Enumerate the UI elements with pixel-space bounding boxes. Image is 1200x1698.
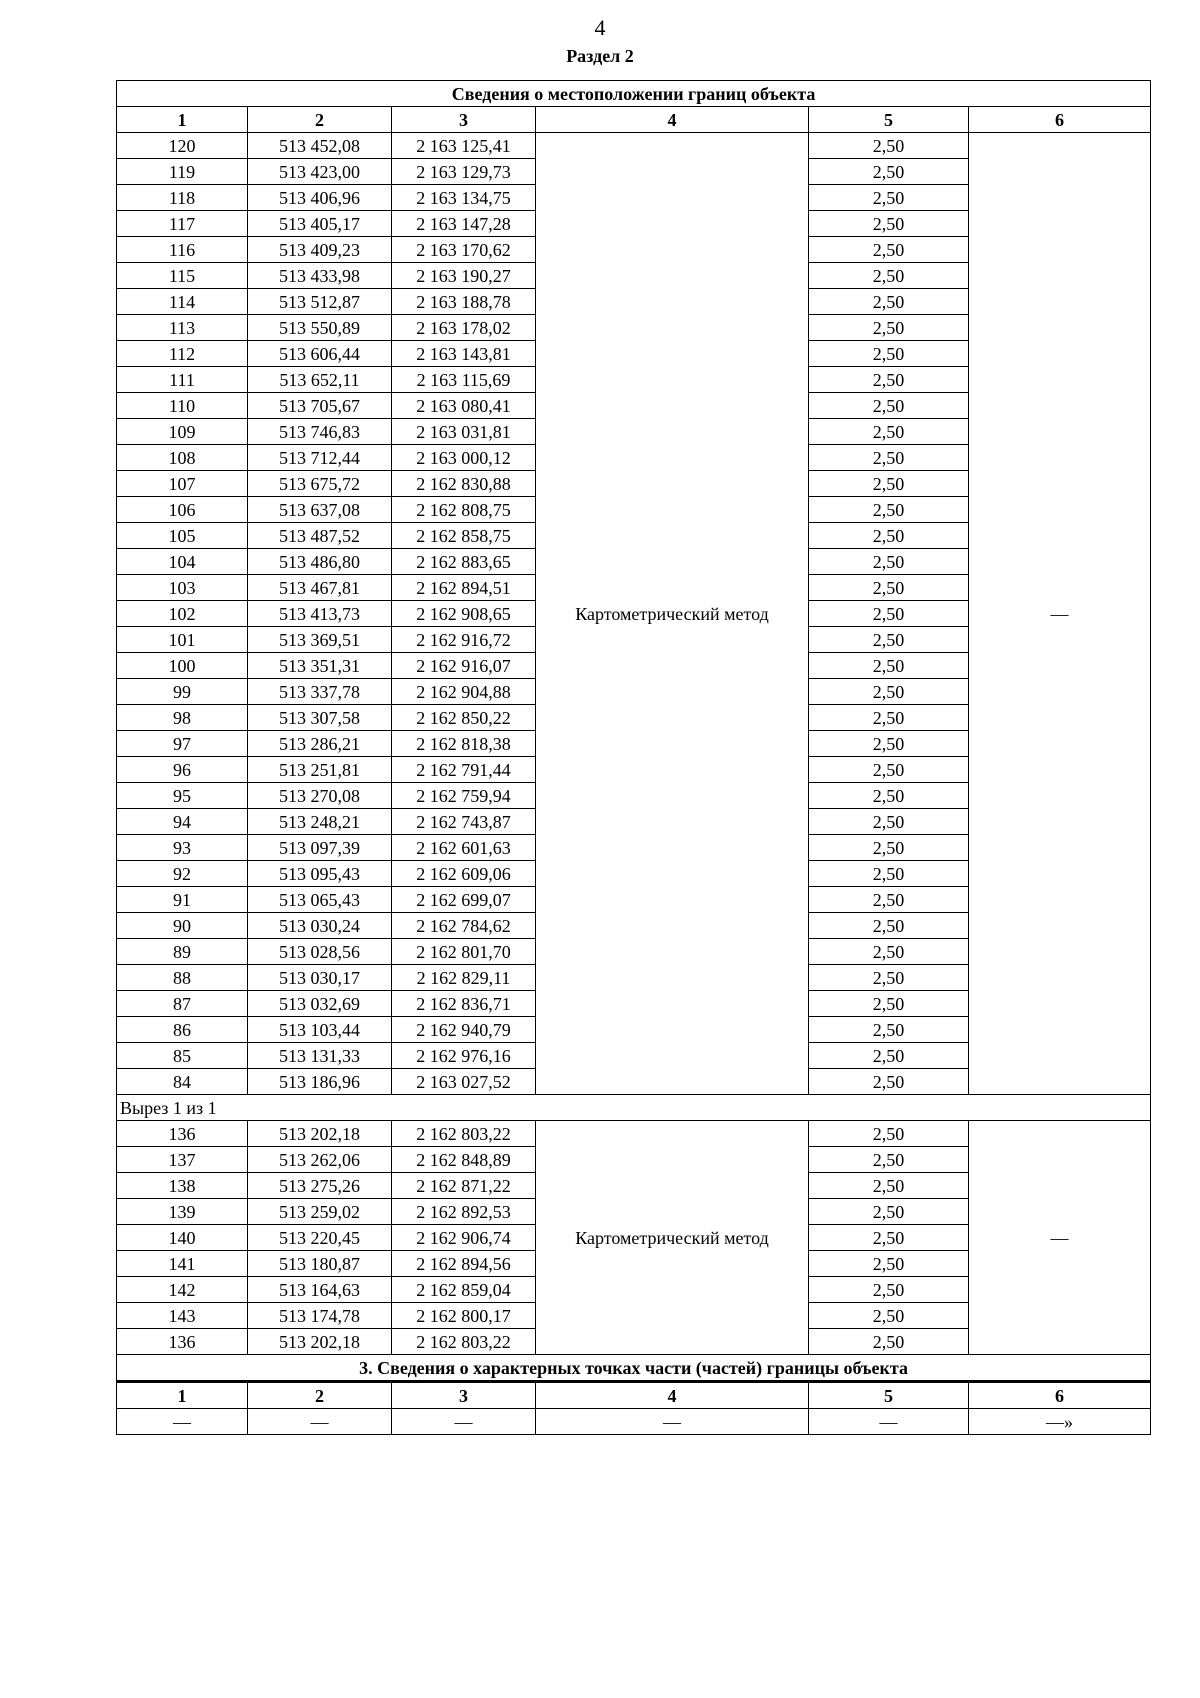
section3-column-number-row (117, 1382, 1151, 1409)
point-number-cell: 87 (117, 991, 248, 1017)
precision-cell: 2,50 (809, 991, 969, 1017)
precision-cell: 2,50 (809, 419, 969, 445)
table-row (117, 1121, 1151, 1147)
x-coordinate-cell: 513 606,44 (248, 341, 392, 367)
x-coordinate-cell: 513 174,78 (248, 1303, 392, 1329)
column-number: 2 (248, 1382, 392, 1409)
point-number-cell: 99 (117, 679, 248, 705)
precision-cell: 2,50 (809, 159, 969, 185)
y-coordinate-cell: 2 163 147,28 (392, 211, 536, 237)
precision-cell: 2,50 (809, 757, 969, 783)
point-number-cell: 94 (117, 809, 248, 835)
x-coordinate-cell: 513 030,24 (248, 913, 392, 939)
y-coordinate-cell: 2 163 170,62 (392, 237, 536, 263)
y-coordinate-cell: 2 162 759,94 (392, 783, 536, 809)
y-coordinate-cell: 2 162 871,22 (392, 1173, 536, 1199)
x-coordinate-cell: 513 275,26 (248, 1173, 392, 1199)
precision-cell: 2,50 (809, 965, 969, 991)
precision-cell: 2,50 (809, 211, 969, 237)
precision-cell: 2,50 (809, 913, 969, 939)
y-coordinate-cell: 2 162 743,87 (392, 809, 536, 835)
precision-cell: 2,50 (809, 1225, 969, 1251)
point-number-cell: 119 (117, 159, 248, 185)
point-number-cell: 143 (117, 1303, 248, 1329)
y-coordinate-cell: 2 162 818,38 (392, 731, 536, 757)
point-number-cell: 138 (117, 1173, 248, 1199)
precision-cell: 2,50 (809, 861, 969, 887)
point-number-cell: 85 (117, 1043, 248, 1069)
precision-cell: 2,50 (809, 497, 969, 523)
point-number-cell: 97 (117, 731, 248, 757)
precision-cell: 2,50 (809, 1329, 969, 1355)
precision-cell: 2,50 (809, 185, 969, 211)
point-number-cell: 136 (117, 1329, 248, 1355)
x-coordinate-cell: 513 028,56 (248, 939, 392, 965)
precision-cell: 2,50 (809, 1173, 969, 1199)
y-coordinate-cell: 2 162 601,63 (392, 835, 536, 861)
point-number-cell: 142 (117, 1277, 248, 1303)
point-number-cell: 108 (117, 445, 248, 471)
dash-cell: —» (969, 1409, 1151, 1435)
x-coordinate-cell: 513 675,72 (248, 471, 392, 497)
precision-cell: 2,50 (809, 133, 969, 159)
y-coordinate-cell: 2 162 848,89 (392, 1147, 536, 1173)
y-coordinate-cell: 2 162 808,75 (392, 497, 536, 523)
section-label: Раздел 2 (566, 46, 634, 66)
point-number-cell: 118 (117, 185, 248, 211)
point-number-cell: 93 (117, 835, 248, 861)
point-number-cell: 117 (117, 211, 248, 237)
x-coordinate-cell: 513 307,58 (248, 705, 392, 731)
x-coordinate-cell: 513 202,18 (248, 1329, 392, 1355)
column-number: 2 (248, 107, 392, 133)
y-coordinate-cell: 2 163 000,12 (392, 445, 536, 471)
point-number-cell: 139 (117, 1199, 248, 1225)
x-coordinate-cell: 513 487,52 (248, 523, 392, 549)
precision-cell: 2,50 (809, 887, 969, 913)
y-coordinate-cell: 2 162 803,22 (392, 1121, 536, 1147)
point-number-cell: 102 (117, 601, 248, 627)
table-row (117, 133, 1151, 159)
precision-cell: 2,50 (809, 679, 969, 705)
point-number-cell: 96 (117, 757, 248, 783)
x-coordinate-cell: 513 452,08 (248, 133, 392, 159)
column-number: 1 (117, 107, 248, 133)
precision-cell: 2,50 (809, 731, 969, 757)
column-number: 6 (969, 107, 1151, 133)
point-number-cell: 105 (117, 523, 248, 549)
x-coordinate-cell: 513 248,21 (248, 809, 392, 835)
precision-cell: 2,50 (809, 627, 969, 653)
y-coordinate-cell: 2 162 830,88 (392, 471, 536, 497)
x-coordinate-cell: 513 369,51 (248, 627, 392, 653)
x-coordinate-cell: 513 262,06 (248, 1147, 392, 1173)
point-number-cell: 110 (117, 393, 248, 419)
point-number-cell: 109 (117, 419, 248, 445)
y-coordinate-cell: 2 162 892,53 (392, 1199, 536, 1225)
precision-cell: 2,50 (809, 575, 969, 601)
description-cell: — (969, 133, 1151, 1095)
section3-row (117, 1409, 1151, 1435)
column-number: 4 (536, 107, 809, 133)
x-coordinate-cell: 513 337,78 (248, 679, 392, 705)
precision-cell: 2,50 (809, 601, 969, 627)
precision-cell: 2,50 (809, 809, 969, 835)
y-coordinate-cell: 2 162 916,07 (392, 653, 536, 679)
precision-cell: 2,50 (809, 549, 969, 575)
y-coordinate-cell: 2 162 908,65 (392, 601, 536, 627)
point-number-cell: 107 (117, 471, 248, 497)
y-coordinate-cell: 2 163 190,27 (392, 263, 536, 289)
x-coordinate-cell: 513 251,81 (248, 757, 392, 783)
column-number: 5 (809, 107, 969, 133)
precision-cell: 2,50 (809, 263, 969, 289)
y-coordinate-cell: 2 162 803,22 (392, 1329, 536, 1355)
y-coordinate-cell: 2 162 699,07 (392, 887, 536, 913)
point-number-cell: 88 (117, 965, 248, 991)
x-coordinate-cell: 513 712,44 (248, 445, 392, 471)
point-number-cell: 116 (117, 237, 248, 263)
x-coordinate-cell: 513 409,23 (248, 237, 392, 263)
x-coordinate-cell: 513 512,87 (248, 289, 392, 315)
precision-cell: 2,50 (809, 705, 969, 731)
y-coordinate-cell: 2 162 609,06 (392, 861, 536, 887)
precision-cell: 2,50 (809, 237, 969, 263)
x-coordinate-cell: 513 406,96 (248, 185, 392, 211)
point-number-cell: 140 (117, 1225, 248, 1251)
y-coordinate-cell: 2 162 859,04 (392, 1277, 536, 1303)
y-coordinate-cell: 2 162 829,11 (392, 965, 536, 991)
y-coordinate-cell: 2 163 080,41 (392, 393, 536, 419)
table-title-row (117, 81, 1151, 107)
column-number: 3 (392, 107, 536, 133)
point-number-cell: 100 (117, 653, 248, 679)
precision-cell: 2,50 (809, 393, 969, 419)
column-number: 3 (392, 1382, 536, 1409)
x-coordinate-cell: 513 095,43 (248, 861, 392, 887)
y-coordinate-cell: 2 163 125,41 (392, 133, 536, 159)
column-number: 4 (536, 1382, 809, 1409)
precision-cell: 2,50 (809, 783, 969, 809)
y-coordinate-cell: 2 162 894,51 (392, 575, 536, 601)
point-number-cell: 137 (117, 1147, 248, 1173)
point-number-cell: 103 (117, 575, 248, 601)
point-number-cell: 89 (117, 939, 248, 965)
y-coordinate-cell: 2 163 188,78 (392, 289, 536, 315)
point-number-cell: 114 (117, 289, 248, 315)
point-number-cell: 115 (117, 263, 248, 289)
point-number-cell: 101 (117, 627, 248, 653)
point-number-cell: 86 (117, 1017, 248, 1043)
point-number-cell: 84 (117, 1069, 248, 1095)
precision-cell: 2,50 (809, 445, 969, 471)
y-coordinate-cell: 2 162 791,44 (392, 757, 536, 783)
column-number: 1 (117, 1382, 248, 1409)
dash-cell: — (248, 1409, 392, 1435)
x-coordinate-cell: 513 405,17 (248, 211, 392, 237)
x-coordinate-cell: 513 550,89 (248, 315, 392, 341)
page-number: 4 (594, 15, 606, 40)
method-cell: Картометрический метод (536, 133, 809, 1095)
x-coordinate-cell: 513 433,98 (248, 263, 392, 289)
precision-cell: 2,50 (809, 653, 969, 679)
x-coordinate-cell: 513 220,45 (248, 1225, 392, 1251)
y-coordinate-cell: 2 162 940,79 (392, 1017, 536, 1043)
column-number-row (117, 107, 1151, 133)
dash-cell: — (536, 1409, 809, 1435)
y-coordinate-cell: 2 162 836,71 (392, 991, 536, 1017)
y-coordinate-cell: 2 163 031,81 (392, 419, 536, 445)
precision-cell: 2,50 (809, 1199, 969, 1225)
y-coordinate-cell: 2 162 883,65 (392, 549, 536, 575)
point-number-cell: 90 (117, 913, 248, 939)
table-title: Сведения о местоположении границ объекта (117, 81, 1151, 107)
x-coordinate-cell: 513 423,00 (248, 159, 392, 185)
point-number-cell: 98 (117, 705, 248, 731)
y-coordinate-cell: 2 163 143,81 (392, 341, 536, 367)
y-coordinate-cell: 2 162 784,62 (392, 913, 536, 939)
cutout-label: Вырез 1 из 1 (117, 1095, 1151, 1121)
x-coordinate-cell: 513 032,69 (248, 991, 392, 1017)
point-number-cell: 111 (117, 367, 248, 393)
x-coordinate-cell: 513 131,33 (248, 1043, 392, 1069)
x-coordinate-cell: 513 065,43 (248, 887, 392, 913)
precision-cell: 2,50 (809, 523, 969, 549)
y-coordinate-cell: 2 162 800,17 (392, 1303, 536, 1329)
boundary-coordinates-table (116, 80, 1151, 1435)
precision-cell: 2,50 (809, 1017, 969, 1043)
x-coordinate-cell: 513 186,96 (248, 1069, 392, 1095)
x-coordinate-cell: 513 467,81 (248, 575, 392, 601)
point-number-cell: 120 (117, 133, 248, 159)
y-coordinate-cell: 2 163 115,69 (392, 367, 536, 393)
precision-cell: 2,50 (809, 835, 969, 861)
cutout-label-row (117, 1095, 1151, 1121)
precision-cell: 2,50 (809, 315, 969, 341)
precision-cell: 2,50 (809, 1303, 969, 1329)
y-coordinate-cell: 2 163 178,02 (392, 315, 536, 341)
x-coordinate-cell: 513 164,63 (248, 1277, 392, 1303)
x-coordinate-cell: 513 097,39 (248, 835, 392, 861)
description-cell: — (969, 1121, 1151, 1355)
x-coordinate-cell: 513 259,02 (248, 1199, 392, 1225)
y-coordinate-cell: 2 163 134,75 (392, 185, 536, 211)
point-number-cell: 141 (117, 1251, 248, 1277)
precision-cell: 2,50 (809, 367, 969, 393)
y-coordinate-cell: 2 162 894,56 (392, 1251, 536, 1277)
y-coordinate-cell: 2 162 906,74 (392, 1225, 536, 1251)
point-number-cell: 104 (117, 549, 248, 575)
x-coordinate-cell: 513 180,87 (248, 1251, 392, 1277)
x-coordinate-cell: 513 030,17 (248, 965, 392, 991)
point-number-cell: 106 (117, 497, 248, 523)
point-number-cell: 92 (117, 861, 248, 887)
precision-cell: 2,50 (809, 1277, 969, 1303)
x-coordinate-cell: 513 103,44 (248, 1017, 392, 1043)
dash-cell: — (392, 1409, 536, 1435)
y-coordinate-cell: 2 162 850,22 (392, 705, 536, 731)
point-number-cell: 91 (117, 887, 248, 913)
y-coordinate-cell: 2 163 027,52 (392, 1069, 536, 1095)
precision-cell: 2,50 (809, 289, 969, 315)
x-coordinate-cell: 513 286,21 (248, 731, 392, 757)
method-cell: Картометрический метод (536, 1121, 809, 1355)
y-coordinate-cell: 2 163 129,73 (392, 159, 536, 185)
precision-cell: 2,50 (809, 1251, 969, 1277)
dash-cell: — (117, 1409, 248, 1435)
y-coordinate-cell: 2 162 976,16 (392, 1043, 536, 1069)
point-number-cell: 95 (117, 783, 248, 809)
precision-cell: 2,50 (809, 939, 969, 965)
precision-cell: 2,50 (809, 1043, 969, 1069)
section3-title-row (117, 1355, 1151, 1382)
x-coordinate-cell: 513 202,18 (248, 1121, 392, 1147)
point-number-cell: 113 (117, 315, 248, 341)
x-coordinate-cell: 513 637,08 (248, 497, 392, 523)
column-number: 6 (969, 1382, 1151, 1409)
y-coordinate-cell: 2 162 858,75 (392, 523, 536, 549)
x-coordinate-cell: 513 705,67 (248, 393, 392, 419)
section3-title: 3. Сведения о характерных точках части (частей) границы объекта (117, 1355, 1151, 1382)
point-number-cell: 136 (117, 1121, 248, 1147)
x-coordinate-cell: 513 413,73 (248, 601, 392, 627)
x-coordinate-cell: 513 746,83 (248, 419, 392, 445)
y-coordinate-cell: 2 162 916,72 (392, 627, 536, 653)
x-coordinate-cell: 513 486,80 (248, 549, 392, 575)
precision-cell: 2,50 (809, 471, 969, 497)
column-number: 5 (809, 1382, 969, 1409)
precision-cell: 2,50 (809, 1121, 969, 1147)
x-coordinate-cell: 513 652,11 (248, 367, 392, 393)
y-coordinate-cell: 2 162 801,70 (392, 939, 536, 965)
precision-cell: 2,50 (809, 341, 969, 367)
dash-cell: — (809, 1409, 969, 1435)
x-coordinate-cell: 513 351,31 (248, 653, 392, 679)
x-coordinate-cell: 513 270,08 (248, 783, 392, 809)
precision-cell: 2,50 (809, 1147, 969, 1173)
point-number-cell: 112 (117, 341, 248, 367)
precision-cell: 2,50 (809, 1069, 969, 1095)
y-coordinate-cell: 2 162 904,88 (392, 679, 536, 705)
